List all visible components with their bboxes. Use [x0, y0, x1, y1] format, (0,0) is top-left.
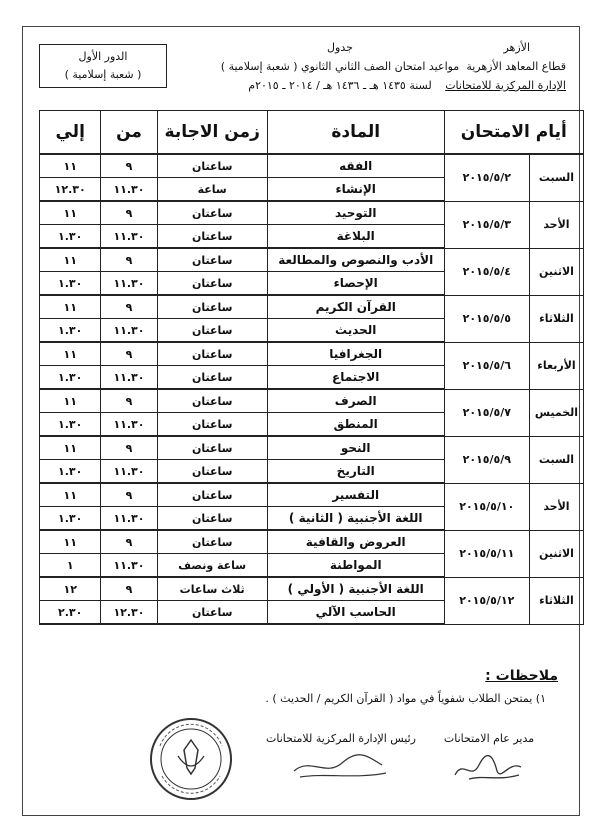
- table-row: [40, 483, 584, 507]
- document-page: [8, 8, 594, 830]
- time-from: ١١.٣٠: [101, 178, 157, 202]
- exam-day: الاثنين: [529, 248, 583, 295]
- exam-day: الاثنين: [529, 530, 583, 577]
- duration: ساعتان: [157, 295, 267, 319]
- exam-date: ٢٠١٥/٥/٢: [444, 154, 529, 201]
- subject: العروض والقافية: [267, 530, 444, 554]
- time-to: ١٢.٣٠: [40, 178, 101, 202]
- time-from: ١١.٣٠: [101, 366, 157, 390]
- time-from: ١١.٣٠: [101, 272, 157, 296]
- exam-date: ٢٠١٥/٥/٦: [444, 342, 529, 389]
- exam-day: السبت: [529, 154, 583, 201]
- duration: ساعتان: [157, 201, 267, 225]
- exam-date: ٢٠١٥/٥/٥: [444, 295, 529, 342]
- subject: القرآن الكريم: [267, 295, 444, 319]
- head-title: رئيس الإدارة المركزية للامتحانات: [265, 732, 416, 745]
- exam-day: الثلاثاء: [529, 577, 583, 624]
- time-from: ١١.٣٠: [101, 413, 157, 437]
- table-row: [40, 154, 584, 178]
- time-to: ١.٣٠: [40, 507, 101, 531]
- notes-title: ملاحظات :: [485, 668, 558, 684]
- duration: ساعة: [157, 178, 267, 202]
- time-from: ١١.٣٠: [101, 554, 157, 578]
- branch-label: ( شعبة إسلامية ): [64, 68, 142, 81]
- exam-date: ٢٠١٥/٥/١١: [444, 530, 529, 577]
- round-box: [39, 44, 167, 88]
- org-name: الأزهر: [503, 41, 530, 54]
- time-to: ١١: [40, 530, 101, 554]
- time-from: ٩: [101, 436, 157, 460]
- official-seal-stamp: [148, 716, 234, 802]
- exam-day: الأحد: [529, 201, 583, 248]
- duration: ساعتان: [157, 272, 267, 296]
- time-to: ١١: [40, 201, 101, 225]
- time-from: ٩: [101, 389, 157, 413]
- director-title: مدير عام الامتحانات: [443, 732, 535, 745]
- time-to: ١١: [40, 154, 101, 178]
- time-to: ١.٣٠: [40, 319, 101, 343]
- duration: ثلاث ساعات: [157, 577, 267, 601]
- time-from: ٩: [101, 295, 157, 319]
- subject: المنطق: [267, 413, 444, 437]
- subject: الحديث: [267, 319, 444, 343]
- subject: الحاسب الآلي: [267, 601, 444, 625]
- duration: ساعتان: [157, 460, 267, 484]
- header-days: أيام الامتحان: [444, 111, 583, 155]
- table-row: [40, 295, 584, 319]
- exam-day: الأحد: [529, 483, 583, 530]
- table-row: [40, 577, 584, 601]
- duration: ساعتان: [157, 319, 267, 343]
- header-from: من: [101, 111, 157, 155]
- subject: الصرف: [267, 389, 444, 413]
- time-to: ١١: [40, 295, 101, 319]
- duration: ساعتان: [157, 601, 267, 625]
- exam-date: ٢٠١٥/٥/٣: [444, 201, 529, 248]
- exam-date: ٢٠١٥/٥/١٠: [444, 483, 529, 530]
- exam-schedule-table: [39, 110, 584, 625]
- table-row: [40, 436, 584, 460]
- time-from: ١١.٣٠: [101, 460, 157, 484]
- time-to: ١: [40, 554, 101, 578]
- duration: ساعتان: [157, 154, 267, 178]
- time-from: ٩: [101, 577, 157, 601]
- time-to: ١.٣٠: [40, 366, 101, 390]
- table-row: [40, 201, 584, 225]
- duration: ساعتان: [157, 483, 267, 507]
- time-to: ١١: [40, 436, 101, 460]
- subject: الفقه: [267, 154, 444, 178]
- time-to: ٢.٣٠: [40, 601, 101, 625]
- duration: ساعتان: [157, 413, 267, 437]
- time-to: ١.٣٠: [40, 413, 101, 437]
- admin-name: الإدارة المركزية للامتحانات: [445, 79, 566, 92]
- exam-date: ٢٠١٥/٥/١٢: [444, 577, 529, 624]
- exam-day: الأربعاء: [529, 342, 583, 389]
- table-row: [40, 530, 584, 554]
- time-from: ١٢.٣٠: [101, 601, 157, 625]
- exam-day: السبت: [529, 436, 583, 483]
- header-title-block: [184, 38, 496, 95]
- duration: ساعتان: [157, 248, 267, 272]
- subject: اللغة الأجنبية ( الأولي ): [267, 577, 444, 601]
- table-body: [40, 154, 584, 624]
- doc-type: جدول: [327, 41, 353, 54]
- round-label: الدور الأول: [78, 50, 128, 63]
- subject: الاجتماع: [267, 366, 444, 390]
- subject: التاريخ: [267, 460, 444, 484]
- exam-date: ٢٠١٥/٥/٤: [444, 248, 529, 295]
- time-to: ١.٣٠: [40, 460, 101, 484]
- duration: ساعتان: [157, 342, 267, 366]
- time-from: ٩: [101, 154, 157, 178]
- signature-head: [236, 732, 446, 783]
- header-subject: المادة: [267, 111, 444, 155]
- director-signature-scribble: [449, 751, 529, 785]
- header-to: إلي: [40, 111, 101, 155]
- table-row: [40, 389, 584, 413]
- duration: ساعتان: [157, 530, 267, 554]
- duration: ساعة ونصف: [157, 554, 267, 578]
- time-from: ٩: [101, 342, 157, 366]
- sector-name: قطاع المعاهد الأزهرية: [466, 60, 566, 73]
- header-duration: زمن الاجابة: [157, 111, 267, 155]
- time-from: ٩: [101, 201, 157, 225]
- duration: ساعتان: [157, 366, 267, 390]
- subject: الأدب والنصوص والمطالعة: [267, 248, 444, 272]
- time-from: ٩: [101, 248, 157, 272]
- time-from: ٩: [101, 530, 157, 554]
- doc-year: لسنة ١٤٣٥ هـ ـ ١٤٣٦ هـ / ٢٠١٤ ـ ٢٠١٥م: [248, 79, 432, 92]
- subject: النحو: [267, 436, 444, 460]
- subject: التوحيد: [267, 201, 444, 225]
- time-to: ١.٣٠: [40, 225, 101, 249]
- subject: الإحصاء: [267, 272, 444, 296]
- subject: المواطنة: [267, 554, 444, 578]
- time-to: ١١: [40, 389, 101, 413]
- duration: ساعتان: [157, 389, 267, 413]
- time-to: ١١: [40, 483, 101, 507]
- exam-day: الثلاثاء: [529, 295, 583, 342]
- subject: الإنشاء: [267, 178, 444, 202]
- head-signature-scribble: [286, 751, 396, 783]
- time-to: ١١: [40, 342, 101, 366]
- time-from: ١١.٣٠: [101, 507, 157, 531]
- exam-date: ٢٠١٥/٥/٩: [444, 436, 529, 483]
- table-header-row: [40, 111, 584, 155]
- subject: اللغة الأجنبية ( الثانية ): [267, 507, 444, 531]
- duration: ساعتان: [157, 507, 267, 531]
- note-item: ١) يمتحن الطلاب شفوياً في مواد ( القرآن الكريم / الحديث ) .: [265, 692, 546, 705]
- time-from: ١١.٣٠: [101, 319, 157, 343]
- exam-day: الخميس: [529, 389, 583, 436]
- subject: التفسير: [267, 483, 444, 507]
- subject: البلاغة: [267, 225, 444, 249]
- time-to: ١.٣٠: [40, 272, 101, 296]
- duration: ساعتان: [157, 225, 267, 249]
- table-row: [40, 248, 584, 272]
- time-to: ١٢: [40, 577, 101, 601]
- table-row: [40, 342, 584, 366]
- time-from: ٩: [101, 483, 157, 507]
- time-to: ١١: [40, 248, 101, 272]
- exam-date: ٢٠١٥/٥/٧: [444, 389, 529, 436]
- duration: ساعتان: [157, 436, 267, 460]
- subject: الجغرافيا: [267, 342, 444, 366]
- time-from: ١١.٣٠: [101, 225, 157, 249]
- doc-title: مواعيد امتحان الصف الثاني الثانوي ( شعبة إسلامية ): [220, 60, 460, 73]
